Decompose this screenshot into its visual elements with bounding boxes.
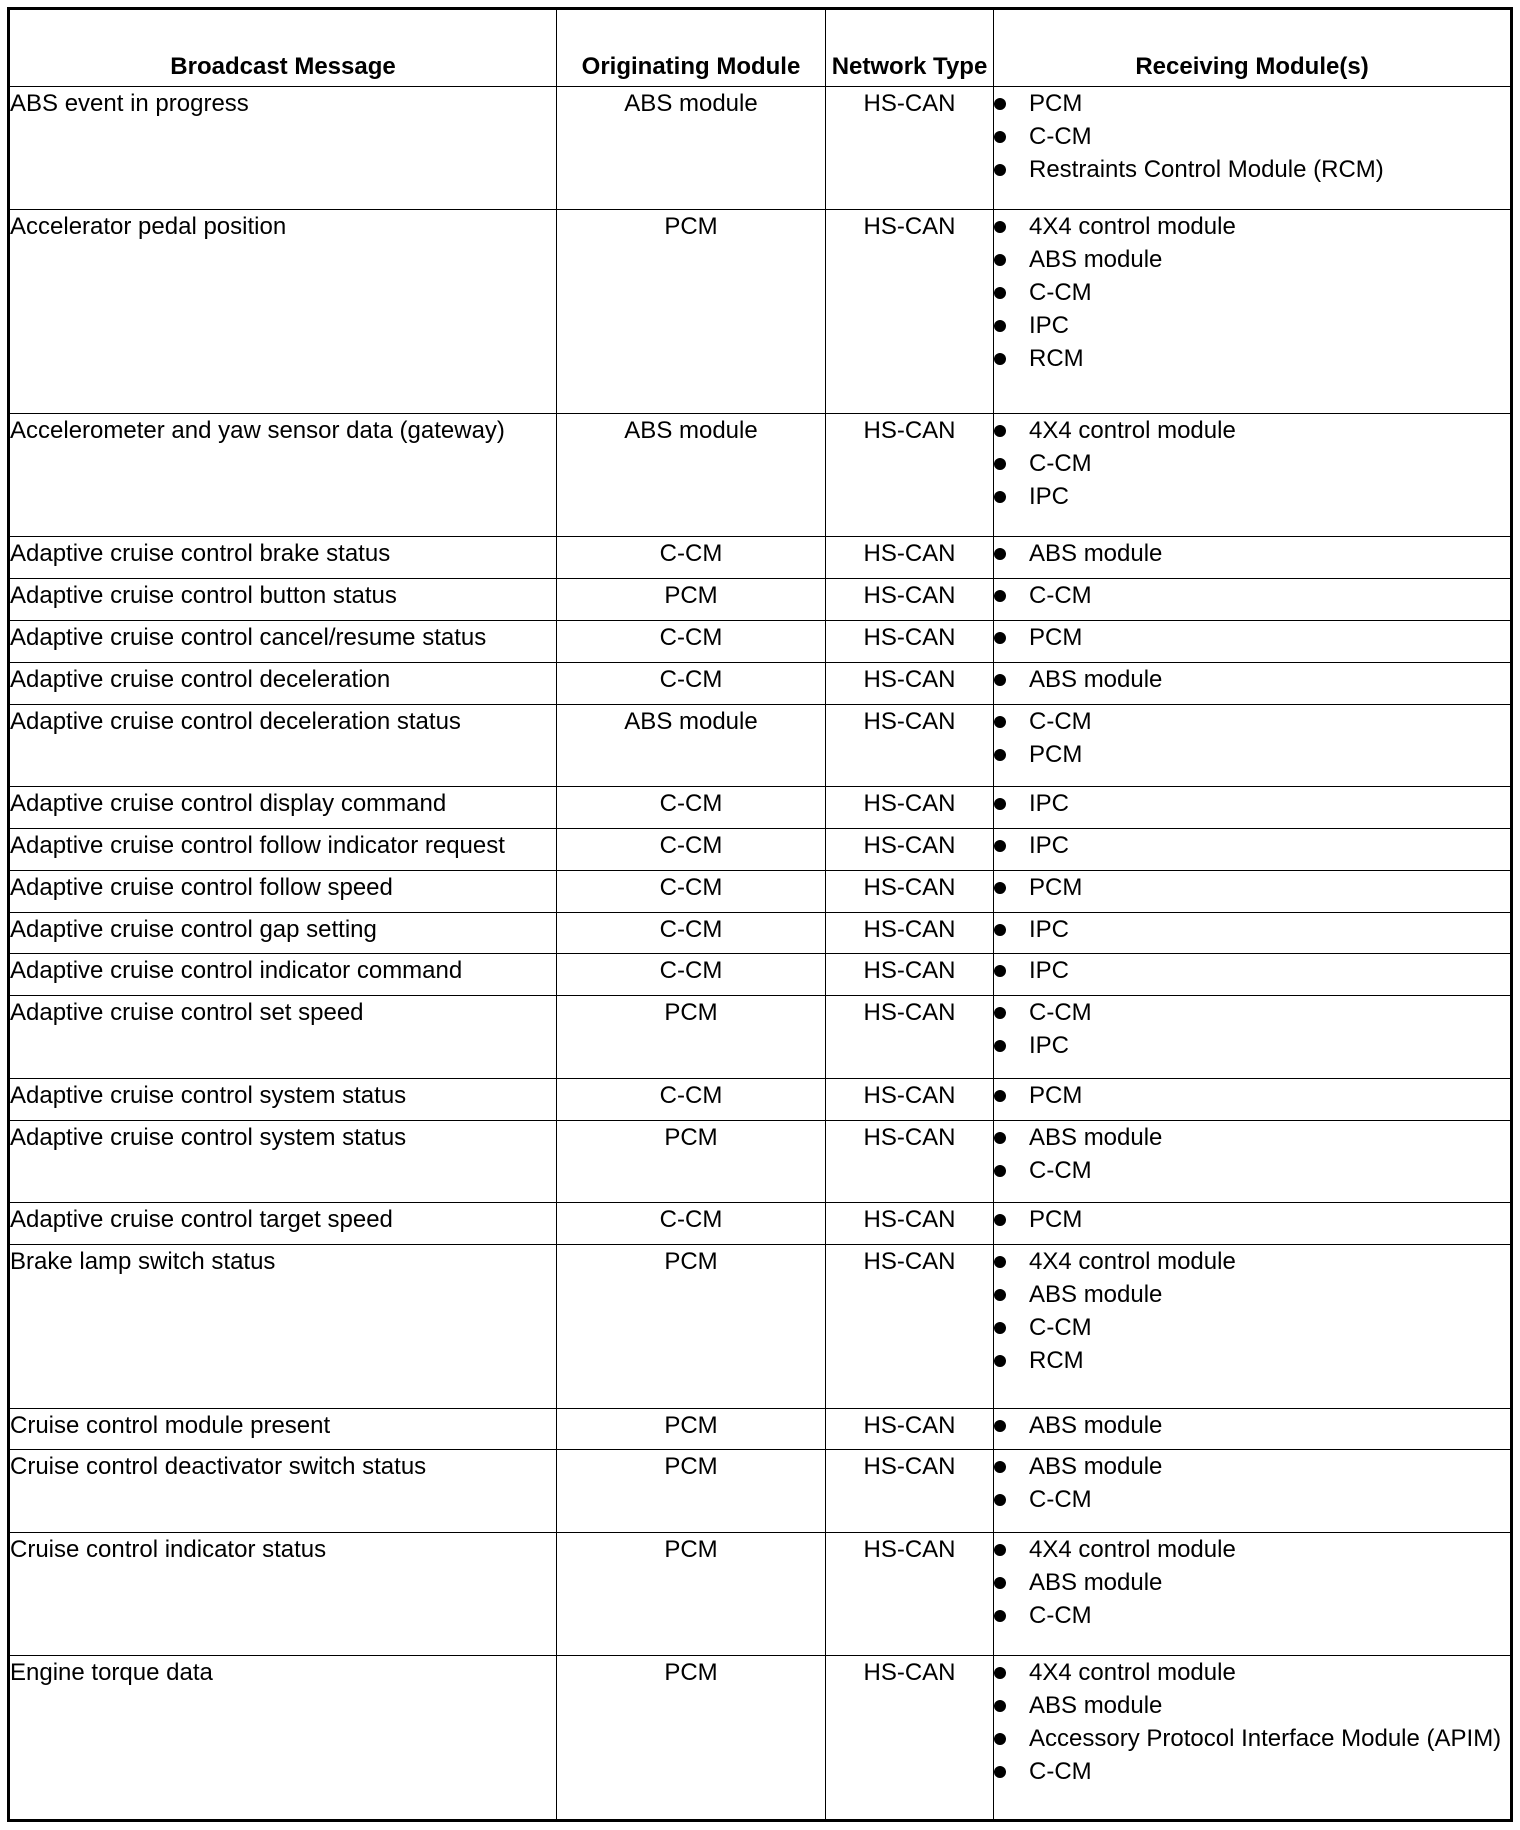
receiving-module-item: ABS module	[994, 663, 1510, 696]
originating-module-cell: ABS module	[557, 704, 826, 786]
receiving-modules-list	[994, 705, 1510, 771]
receiving-module-item: PCM	[994, 621, 1510, 654]
header-network-type: Network Type	[826, 9, 994, 87]
table-row	[9, 662, 1512, 704]
table-row	[9, 996, 1512, 1078]
originating-module-cell: ABS module	[557, 414, 826, 537]
table-row	[9, 1078, 1512, 1120]
receiving-modules-cell	[994, 1655, 1512, 1820]
broadcast-message-cell: Accelerometer and yaw sensor data (gateway)	[9, 414, 557, 537]
receiving-modules-cell	[994, 1244, 1512, 1408]
receiving-module-item: C-CM	[994, 120, 1510, 153]
receiving-modules-cell	[994, 912, 1512, 954]
receiving-modules-list	[994, 954, 1510, 987]
receiving-modules-cell	[994, 1408, 1512, 1450]
originating-module-cell: PCM	[557, 1120, 826, 1202]
originating-module-cell: C-CM	[557, 870, 826, 912]
receiving-module-item: Accessory Protocol Interface Module (APIM)	[994, 1722, 1510, 1755]
originating-module-cell: PCM	[557, 996, 826, 1078]
network-type-cell: HS-CAN	[826, 1244, 994, 1408]
network-type-cell: HS-CAN	[826, 662, 994, 704]
receiving-modules-list	[994, 414, 1510, 513]
network-type-cell: HS-CAN	[826, 829, 994, 871]
receiving-module-item: 4X4 control module	[994, 210, 1510, 243]
network-type-cell: HS-CAN	[826, 1655, 994, 1820]
receiving-module-item: C-CM	[994, 996, 1510, 1029]
receiving-modules-cell	[994, 996, 1512, 1078]
receiving-module-item: C-CM	[994, 1154, 1510, 1187]
broadcast-message-cell: Cruise control deactivator switch status	[9, 1450, 557, 1532]
originating-module-cell: C-CM	[557, 829, 826, 871]
receiving-modules-cell	[994, 1203, 1512, 1245]
table-row	[9, 579, 1512, 621]
receiving-modules-list	[994, 1450, 1510, 1516]
receiving-module-item: ABS module	[994, 243, 1510, 276]
receiving-modules-list	[994, 1203, 1510, 1236]
receiving-modules-list	[994, 621, 1510, 654]
originating-module-cell: PCM	[557, 1532, 826, 1655]
receiving-modules-cell	[994, 829, 1512, 871]
receiving-module-item: 4X4 control module	[994, 1533, 1510, 1566]
broadcast-message-cell: Engine torque data	[9, 1655, 557, 1820]
originating-module-cell: C-CM	[557, 662, 826, 704]
receiving-module-item: PCM	[994, 738, 1510, 771]
table-row	[9, 1120, 1512, 1202]
broadcast-message-cell: Cruise control module present	[9, 1408, 557, 1450]
header-broadcast-message: Broadcast Message	[9, 9, 557, 87]
receiving-modules-cell	[994, 1532, 1512, 1655]
receiving-modules-list	[994, 87, 1510, 186]
originating-module-cell: C-CM	[557, 621, 826, 663]
receiving-module-item: C-CM	[994, 579, 1510, 612]
receiving-module-item: IPC	[994, 913, 1510, 946]
receiving-module-item: IPC	[994, 829, 1510, 862]
receiving-module-item: ABS module	[994, 1278, 1510, 1311]
table-row	[9, 1408, 1512, 1450]
receiving-modules-list	[994, 1656, 1510, 1788]
table-row	[9, 87, 1512, 210]
originating-module-cell: PCM	[557, 579, 826, 621]
originating-module-cell: C-CM	[557, 912, 826, 954]
receiving-module-item: RCM	[994, 1344, 1510, 1377]
network-type-cell: HS-CAN	[826, 1450, 994, 1532]
broadcast-message-cell: Adaptive cruise control cancel/resume status	[9, 621, 557, 663]
network-type-cell: HS-CAN	[826, 621, 994, 663]
receiving-modules-cell	[994, 787, 1512, 829]
receiving-module-item: Restraints Control Module (RCM)	[994, 153, 1510, 186]
receiving-module-item: PCM	[994, 871, 1510, 904]
receiving-module-item: IPC	[994, 954, 1510, 987]
network-type-cell: HS-CAN	[826, 704, 994, 786]
header-receiving-modules: Receiving Module(s)	[994, 9, 1512, 87]
receiving-modules-cell	[994, 662, 1512, 704]
broadcast-message-cell: Adaptive cruise control display command	[9, 787, 557, 829]
table-row	[9, 414, 1512, 537]
receiving-modules-list	[994, 829, 1510, 862]
network-type-cell: HS-CAN	[826, 870, 994, 912]
receiving-module-item: ABS module	[994, 537, 1510, 570]
table-row	[9, 704, 1512, 786]
receiving-module-item: C-CM	[994, 1755, 1510, 1788]
broadcast-message-cell: ABS event in progress	[9, 87, 557, 210]
receiving-module-item: IPC	[994, 480, 1510, 513]
originating-module-cell: PCM	[557, 1408, 826, 1450]
table-row	[9, 1655, 1512, 1820]
receiving-modules-cell	[994, 87, 1512, 210]
receiving-module-item: RCM	[994, 342, 1510, 375]
receiving-module-item: PCM	[994, 1079, 1510, 1112]
receiving-modules-cell	[994, 1078, 1512, 1120]
receiving-modules-list	[994, 913, 1510, 946]
originating-module-cell: PCM	[557, 1655, 826, 1820]
originating-module-cell: C-CM	[557, 1203, 826, 1245]
receiving-modules-list	[994, 787, 1510, 820]
receiving-modules-list	[994, 996, 1510, 1062]
receiving-modules-list	[994, 1121, 1510, 1187]
table-row	[9, 1450, 1512, 1532]
receiving-module-item: IPC	[994, 1029, 1510, 1062]
broadcast-message-cell: Adaptive cruise control deceleration status	[9, 704, 557, 786]
receiving-modules-cell	[994, 870, 1512, 912]
network-type-cell: HS-CAN	[826, 87, 994, 210]
header-originating-module: Originating Module	[557, 9, 826, 87]
receiving-module-item: ABS module	[994, 1689, 1510, 1722]
network-type-cell: HS-CAN	[826, 996, 994, 1078]
broadcast-message-cell: Brake lamp switch status	[9, 1244, 557, 1408]
network-type-cell: HS-CAN	[826, 1532, 994, 1655]
receiving-module-item: C-CM	[994, 1599, 1510, 1632]
table-body	[9, 87, 1512, 1821]
table-row	[9, 870, 1512, 912]
receiving-module-item: PCM	[994, 1203, 1510, 1236]
receiving-module-item: ABS module	[994, 1121, 1510, 1154]
broadcast-message-cell: Adaptive cruise control system status	[9, 1120, 557, 1202]
originating-module-cell: PCM	[557, 1450, 826, 1532]
network-type-cell: HS-CAN	[826, 954, 994, 996]
broadcast-message-cell: Adaptive cruise control button status	[9, 579, 557, 621]
originating-module-cell: C-CM	[557, 787, 826, 829]
receiving-module-item: C-CM	[994, 705, 1510, 738]
receiving-modules-cell	[994, 414, 1512, 537]
receiving-module-item: C-CM	[994, 447, 1510, 480]
receiving-module-item: ABS module	[994, 1566, 1510, 1599]
receiving-modules-cell	[994, 954, 1512, 996]
broadcast-message-cell: Cruise control indicator status	[9, 1532, 557, 1655]
originating-module-cell: C-CM	[557, 954, 826, 996]
document-page	[7, 7, 1513, 1822]
receiving-modules-list	[994, 1245, 1510, 1377]
network-type-cell: HS-CAN	[826, 1120, 994, 1202]
receiving-module-item: C-CM	[994, 1311, 1510, 1344]
originating-module-cell: PCM	[557, 1244, 826, 1408]
network-type-cell: HS-CAN	[826, 537, 994, 579]
receiving-module-item: 4X4 control module	[994, 1656, 1510, 1689]
broadcast-message-cell: Adaptive cruise control gap setting	[9, 912, 557, 954]
receiving-module-item: PCM	[994, 87, 1510, 120]
receiving-module-item: C-CM	[994, 276, 1510, 309]
broadcast-message-cell: Adaptive cruise control set speed	[9, 996, 557, 1078]
broadcast-message-cell: Adaptive cruise control follow indicator request	[9, 829, 557, 871]
receiving-module-item: C-CM	[994, 1483, 1510, 1516]
receiving-modules-list	[994, 871, 1510, 904]
receiving-modules-cell	[994, 1450, 1512, 1532]
receiving-modules-cell	[994, 579, 1512, 621]
header-row	[9, 9, 1512, 87]
network-type-cell: HS-CAN	[826, 912, 994, 954]
table-row	[9, 954, 1512, 996]
table-header	[9, 9, 1512, 87]
originating-module-cell: C-CM	[557, 537, 826, 579]
broadcast-message-cell: Adaptive cruise control follow speed	[9, 870, 557, 912]
receiving-modules-list	[994, 1533, 1510, 1632]
receiving-modules-list	[994, 579, 1510, 612]
receiving-modules-list	[994, 210, 1510, 375]
receiving-modules-list	[994, 1409, 1510, 1442]
receiving-module-item: 4X4 control module	[994, 414, 1510, 447]
network-type-cell: HS-CAN	[826, 1203, 994, 1245]
broadcast-message-cell: Adaptive cruise control brake status	[9, 537, 557, 579]
receiving-modules-cell	[994, 537, 1512, 579]
table-row	[9, 537, 1512, 579]
receiving-module-item: ABS module	[994, 1409, 1510, 1442]
network-type-cell: HS-CAN	[826, 579, 994, 621]
network-type-cell: HS-CAN	[826, 210, 994, 414]
broadcast-message-cell: Accelerator pedal position	[9, 210, 557, 414]
broadcast-message-cell: Adaptive cruise control system status	[9, 1078, 557, 1120]
table-row	[9, 829, 1512, 871]
receiving-module-item: IPC	[994, 309, 1510, 342]
originating-module-cell: ABS module	[557, 87, 826, 210]
table-row	[9, 787, 1512, 829]
table-row	[9, 912, 1512, 954]
table-row	[9, 210, 1512, 414]
receiving-module-item: ABS module	[994, 1450, 1510, 1483]
receiving-module-item: 4X4 control module	[994, 1245, 1510, 1278]
originating-module-cell: C-CM	[557, 1078, 826, 1120]
network-type-cell: HS-CAN	[826, 1078, 994, 1120]
table-row	[9, 1203, 1512, 1245]
receiving-modules-list	[994, 663, 1510, 696]
network-type-cell: HS-CAN	[826, 1408, 994, 1450]
table-row	[9, 1244, 1512, 1408]
broadcast-message-cell: Adaptive cruise control indicator command	[9, 954, 557, 996]
broadcast-message-cell: Adaptive cruise control deceleration	[9, 662, 557, 704]
receiving-modules-cell	[994, 704, 1512, 786]
network-type-cell: HS-CAN	[826, 787, 994, 829]
receiving-module-item: IPC	[994, 787, 1510, 820]
table-row	[9, 1532, 1512, 1655]
receiving-modules-cell	[994, 210, 1512, 414]
receiving-modules-list	[994, 1079, 1510, 1112]
network-type-cell: HS-CAN	[826, 414, 994, 537]
table-row	[9, 621, 1512, 663]
originating-module-cell: PCM	[557, 210, 826, 414]
broadcast-message-cell: Adaptive cruise control target speed	[9, 1203, 557, 1245]
broadcast-message-table	[7, 7, 1513, 1822]
receiving-modules-list	[994, 537, 1510, 570]
receiving-modules-cell	[994, 1120, 1512, 1202]
receiving-modules-cell	[994, 621, 1512, 663]
